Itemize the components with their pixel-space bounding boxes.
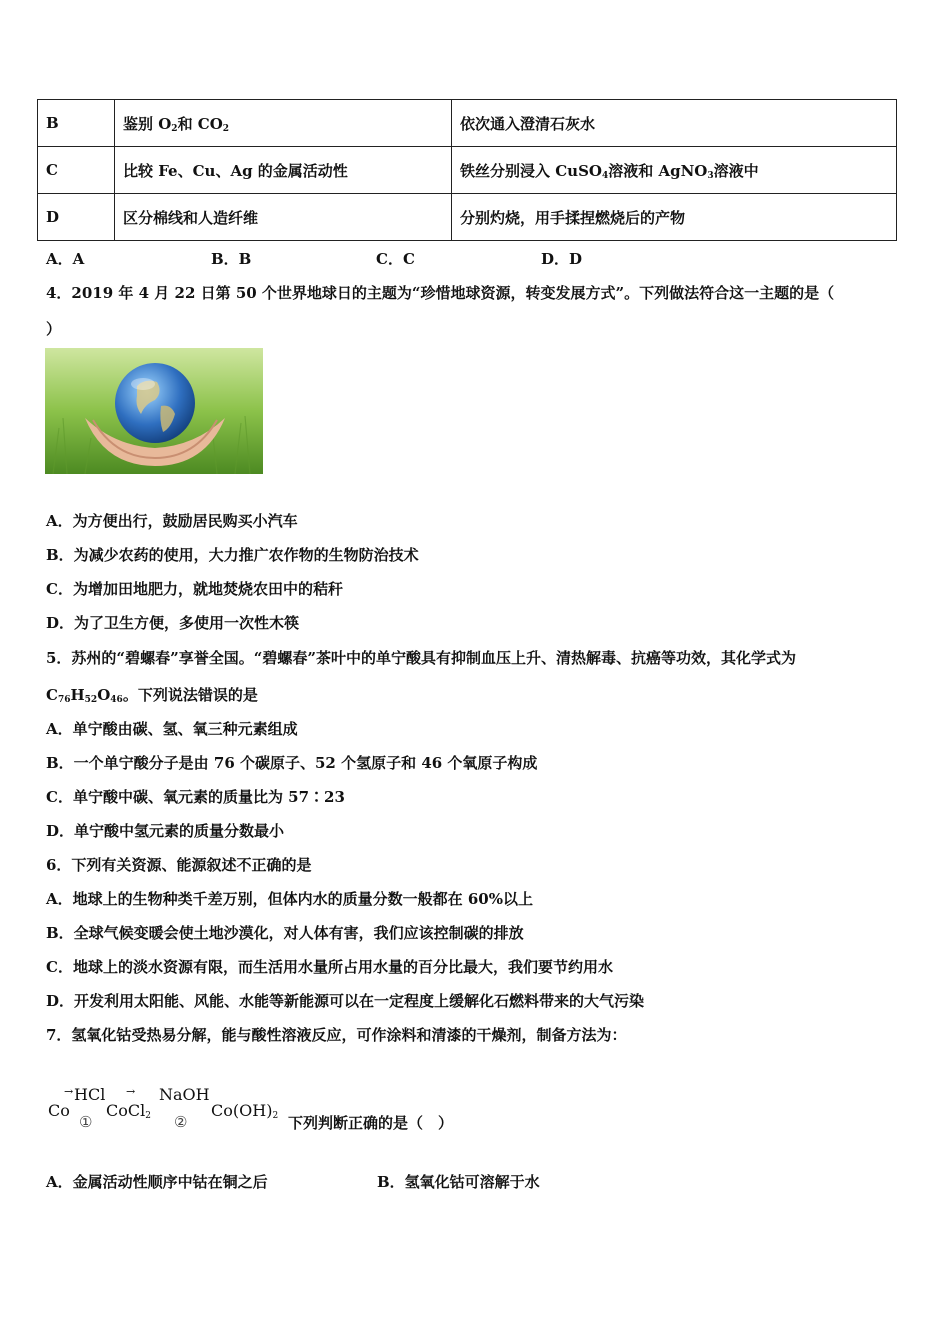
q5-option-a[interactable]: A．单宁酸由碳、氢、氧三种元素组成 [46, 720, 298, 738]
q7-option-a[interactable]: A．金属活动性顺序中钴在铜之后 [46, 1173, 268, 1191]
table-row [38, 147, 897, 194]
experiment-table [37, 99, 897, 241]
scheme-co: Co [48, 1101, 70, 1120]
table-row [38, 194, 897, 241]
q6-stem: 6．下列有关资源、能源叙述不正确的是 [46, 856, 312, 874]
choice-a[interactable]: A．A [46, 250, 85, 268]
row-item: 比较 Fe、Cu、Ag 的金属活动性 [115, 147, 452, 194]
q6-option-b[interactable]: B．全球气候变暖会使土地沙漠化，对人体有害，我们应该控制碳的排放 [46, 924, 524, 942]
q5-option-c[interactable]: C．单宁酸中碳、氧元素的质量比为 57∶23 [46, 788, 345, 806]
formula-c: C [46, 686, 58, 704]
scheme-cooh2: $Co(OH)_2$ [211, 1101, 279, 1121]
q5-stem: 5．苏州的“碧螺春”享誉全国。“碧螺春”茶叶中的单宁酸具有抑制血压上升、清热解毒、抗癌等功效，其化学式为 [46, 649, 796, 667]
row-method: 铁丝分别浸入 CuSO$_4$溶液和 AgNO$_3$溶液中 [452, 147, 897, 194]
scheme-naoh: NaOH [159, 1085, 210, 1104]
formula-h: H [70, 686, 85, 704]
row-label: C [38, 147, 115, 194]
scheme-hcl: HCl [74, 1085, 106, 1104]
choice-c[interactable]: C．C [376, 250, 415, 268]
q4-stem: 4．2019 年 4 月 22 日第 50 个世界地球日的主题为“珍惜地球资源，转变发展方式”。下列做法符合这一主题的是（ [46, 284, 835, 302]
q4-option-c[interactable]: C．为增加田地肥力，就地焚烧农田中的秸秆 [46, 580, 343, 598]
q5-option-d[interactable]: D．单宁酸中氢元素的质量分数最小 [46, 822, 285, 840]
q6-option-a[interactable]: A．地球上的生物种类千差万别，但体内水的质量分数一般都在 60%以上 [46, 890, 533, 908]
scheme-cocl2: CoCl$_2$ [106, 1101, 151, 1121]
earth-in-hands-image [45, 348, 263, 474]
q7-question: 下列判断正确的是（ ） [288, 1114, 454, 1132]
scheme-step-1: ① [79, 1113, 93, 1131]
row-label: B [38, 100, 115, 147]
row-label: D [38, 194, 115, 241]
q4-option-a[interactable]: A．为方便出行，鼓励居民购买小汽车 [46, 512, 298, 530]
q6-option-d[interactable]: D．开发利用太阳能、风能、水能等新能源可以在一定程度上缓解化石燃料带来的大气污染 [46, 992, 645, 1010]
row-method: 分别灼烧，用手揉捏燃烧后的产物 [452, 194, 897, 241]
formula-o: O [97, 686, 111, 704]
scheme-step-2: ② [174, 1113, 188, 1131]
q4-option-d[interactable]: D．为了卫生方便，多使用一次性木筷 [46, 614, 300, 632]
q7-stem: 7．氢氧化钴受热易分解，能与酸性溶液反应，可作涂料和清漆的干燥剂，制备方法为： [46, 1026, 627, 1044]
q4-option-b[interactable]: B．为减少农药的使用，大力推广农作物的生物防治技术 [46, 546, 419, 564]
q5-stem-formula: $C_{76}H_{52}O_{46}$。下列说法错误的是 [46, 686, 258, 705]
q7-option-b[interactable]: B．氢氧化钴可溶解于水 [377, 1173, 540, 1191]
row-item: 区分棉线和人造纤维 [115, 194, 452, 241]
choice-b[interactable]: B．B [211, 250, 252, 268]
choice-d[interactable]: D．D [541, 250, 583, 268]
row-method: 依次通入澄清石灰水 [452, 100, 897, 147]
q4-stem-end: ） [46, 320, 62, 338]
q3-answer-choices [46, 248, 646, 268]
reaction-scheme [46, 1085, 286, 1140]
row-item: 鉴别 $O_2$和 $CO_2$ [115, 100, 452, 147]
arrow-icon: → [64, 1085, 74, 1098]
table-row [38, 100, 897, 147]
q6-option-c[interactable]: C．地球上的淡水资源有限，而生活用水量所占用水量的百分比最大，我们要节约用水 [46, 958, 613, 976]
arrow-icon: → [126, 1085, 136, 1098]
q5-option-b[interactable]: B．一个单宁酸分子是由 76 个碳原子、52 个氢原子和 46 个氧原子构成 [46, 754, 538, 772]
